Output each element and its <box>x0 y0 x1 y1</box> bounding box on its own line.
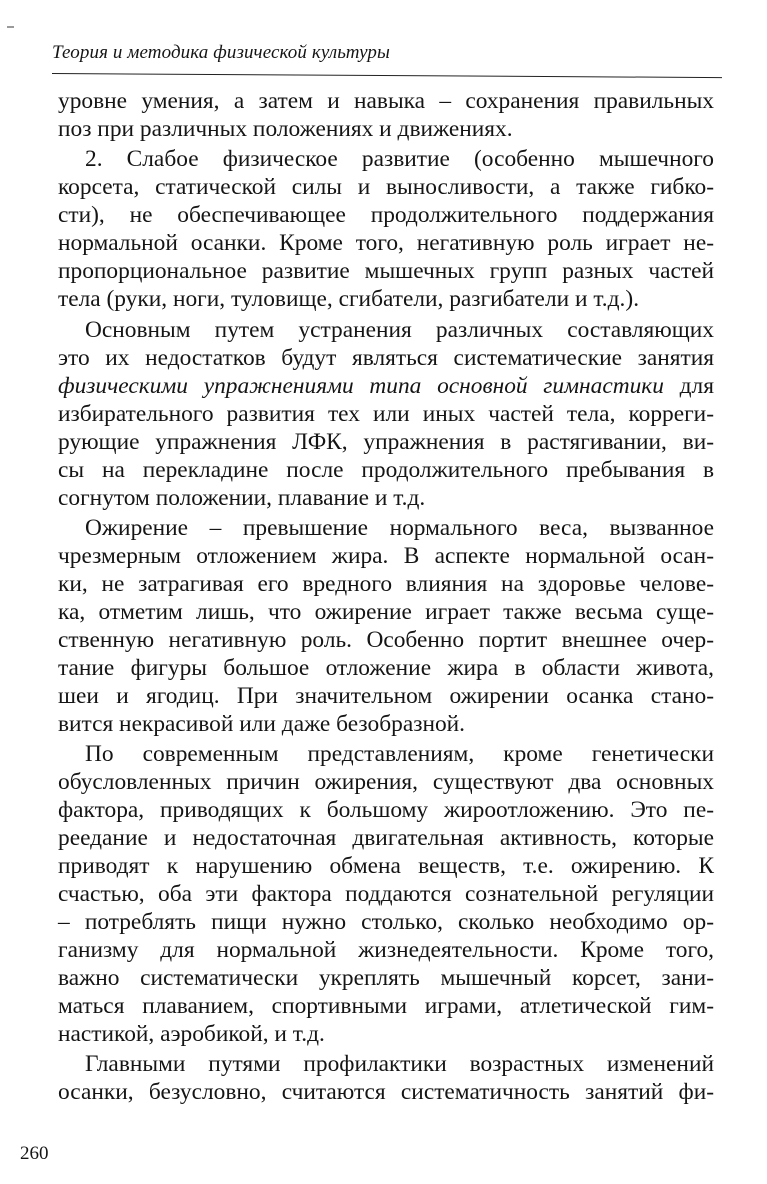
text-line: – потреблять пищи нужно столько, сколько необходимо ор- <box>58 909 714 935</box>
paragraph-first-line: Главными путями профилактики возрастных изменений <box>85 1051 714 1077</box>
text-line: поз при различных положениях и движениях. <box>58 116 513 142</box>
running-title: Теория и методика физической культуры <box>52 42 390 63</box>
text-line: фактора, приводящих к большому жироотложению. Это пе- <box>58 797 714 823</box>
text-line: вится некрасивой или даже безобразной. <box>58 711 466 737</box>
text-line: ственную негативную роль. Особенно портит внешнее очер- <box>58 627 714 653</box>
text-line: нормальной осанки. Кроме того, негативную роль играет не- <box>58 230 714 256</box>
text-line: это их недостатков будут являться систематические занятия <box>58 345 714 371</box>
text-line: корсета, статической силы и выносливости, а также гибко- <box>58 174 714 200</box>
text-line: сти), не обеспечивающее продолжительного поддержания <box>58 202 714 228</box>
text-line: обусловленных причин ожирения, существуют два основных <box>58 769 714 795</box>
paragraph-first-line: 2. Слабое физическое развитие (особенно мышечного <box>85 146 714 172</box>
text-line: ки, не затрагивая его вредного влияния на здоровье челове- <box>58 571 714 597</box>
paragraph-first-line: Основным путем устранения различных составляющих <box>85 317 714 343</box>
text-line: реедание и недостаточная двигательная активность, которые <box>58 825 714 851</box>
text-line: важно систематически укреплять мышечный корсет, зани- <box>58 965 714 991</box>
text-line: пропорциональное развитие мышечных групп разных частей <box>58 258 714 284</box>
text-line: согнутом положении, плавание и т.д. <box>58 485 426 511</box>
text-line: тела (руки, ноги, туловище, сгибатели, разгибатели и т.д.). <box>58 286 640 312</box>
text-line: счастью, оба эти фактора поддаются сознательной регуляции <box>58 881 714 907</box>
text-line: приводят к нарушению обмена веществ, т.е. ожирению. К <box>58 853 714 879</box>
text-line: рующие упражнения ЛФК, упражнения в растягивании, ви- <box>58 429 714 455</box>
text-line: шеи и ягодиц. При значительном ожирении осанка стано- <box>58 683 714 709</box>
text-line: ка, отметим лишь, что ожирение играет также весьма суще- <box>58 599 714 625</box>
text-line: настикой, аэробикой, и т.д. <box>58 1021 325 1047</box>
scan-corner-mark <box>7 26 14 28</box>
text-line: избирательного развития тех или иных частей тела, корреги- <box>58 401 714 427</box>
paragraph-first-line: По современным представлениям, кроме генетически <box>85 741 714 767</box>
header-rule <box>52 73 722 78</box>
text-line: маться плаванием, спортивными играми, атлетической гим- <box>58 993 714 1019</box>
text-line: чрезмерным отложением жира. В аспекте нормальной осан- <box>58 543 714 569</box>
text-line: сы на перекладине после продолжительного пребывания в <box>58 457 714 483</box>
paragraph-first-line: Ожирение – превышение нормального веса, вызванное <box>85 515 714 541</box>
text-line: ганизму для нормальной жизнедеятельности. Кроме того, <box>58 937 714 963</box>
text-line: тание фигуры большое отложение жира в области живота, <box>58 655 714 681</box>
page-number: 260 <box>20 1143 49 1164</box>
text-line-emphasis <box>58 372 714 400</box>
text-line: осанки, безусловно, считаются систематичность занятий фи- <box>58 1079 714 1105</box>
text-line: уровне умения, а затем и навыка – сохранения правильных <box>58 88 714 114</box>
italic-phrase: физическими упражнениями типа основной гимнастики <box>58 373 664 399</box>
line-rest: для <box>663 373 714 399</box>
